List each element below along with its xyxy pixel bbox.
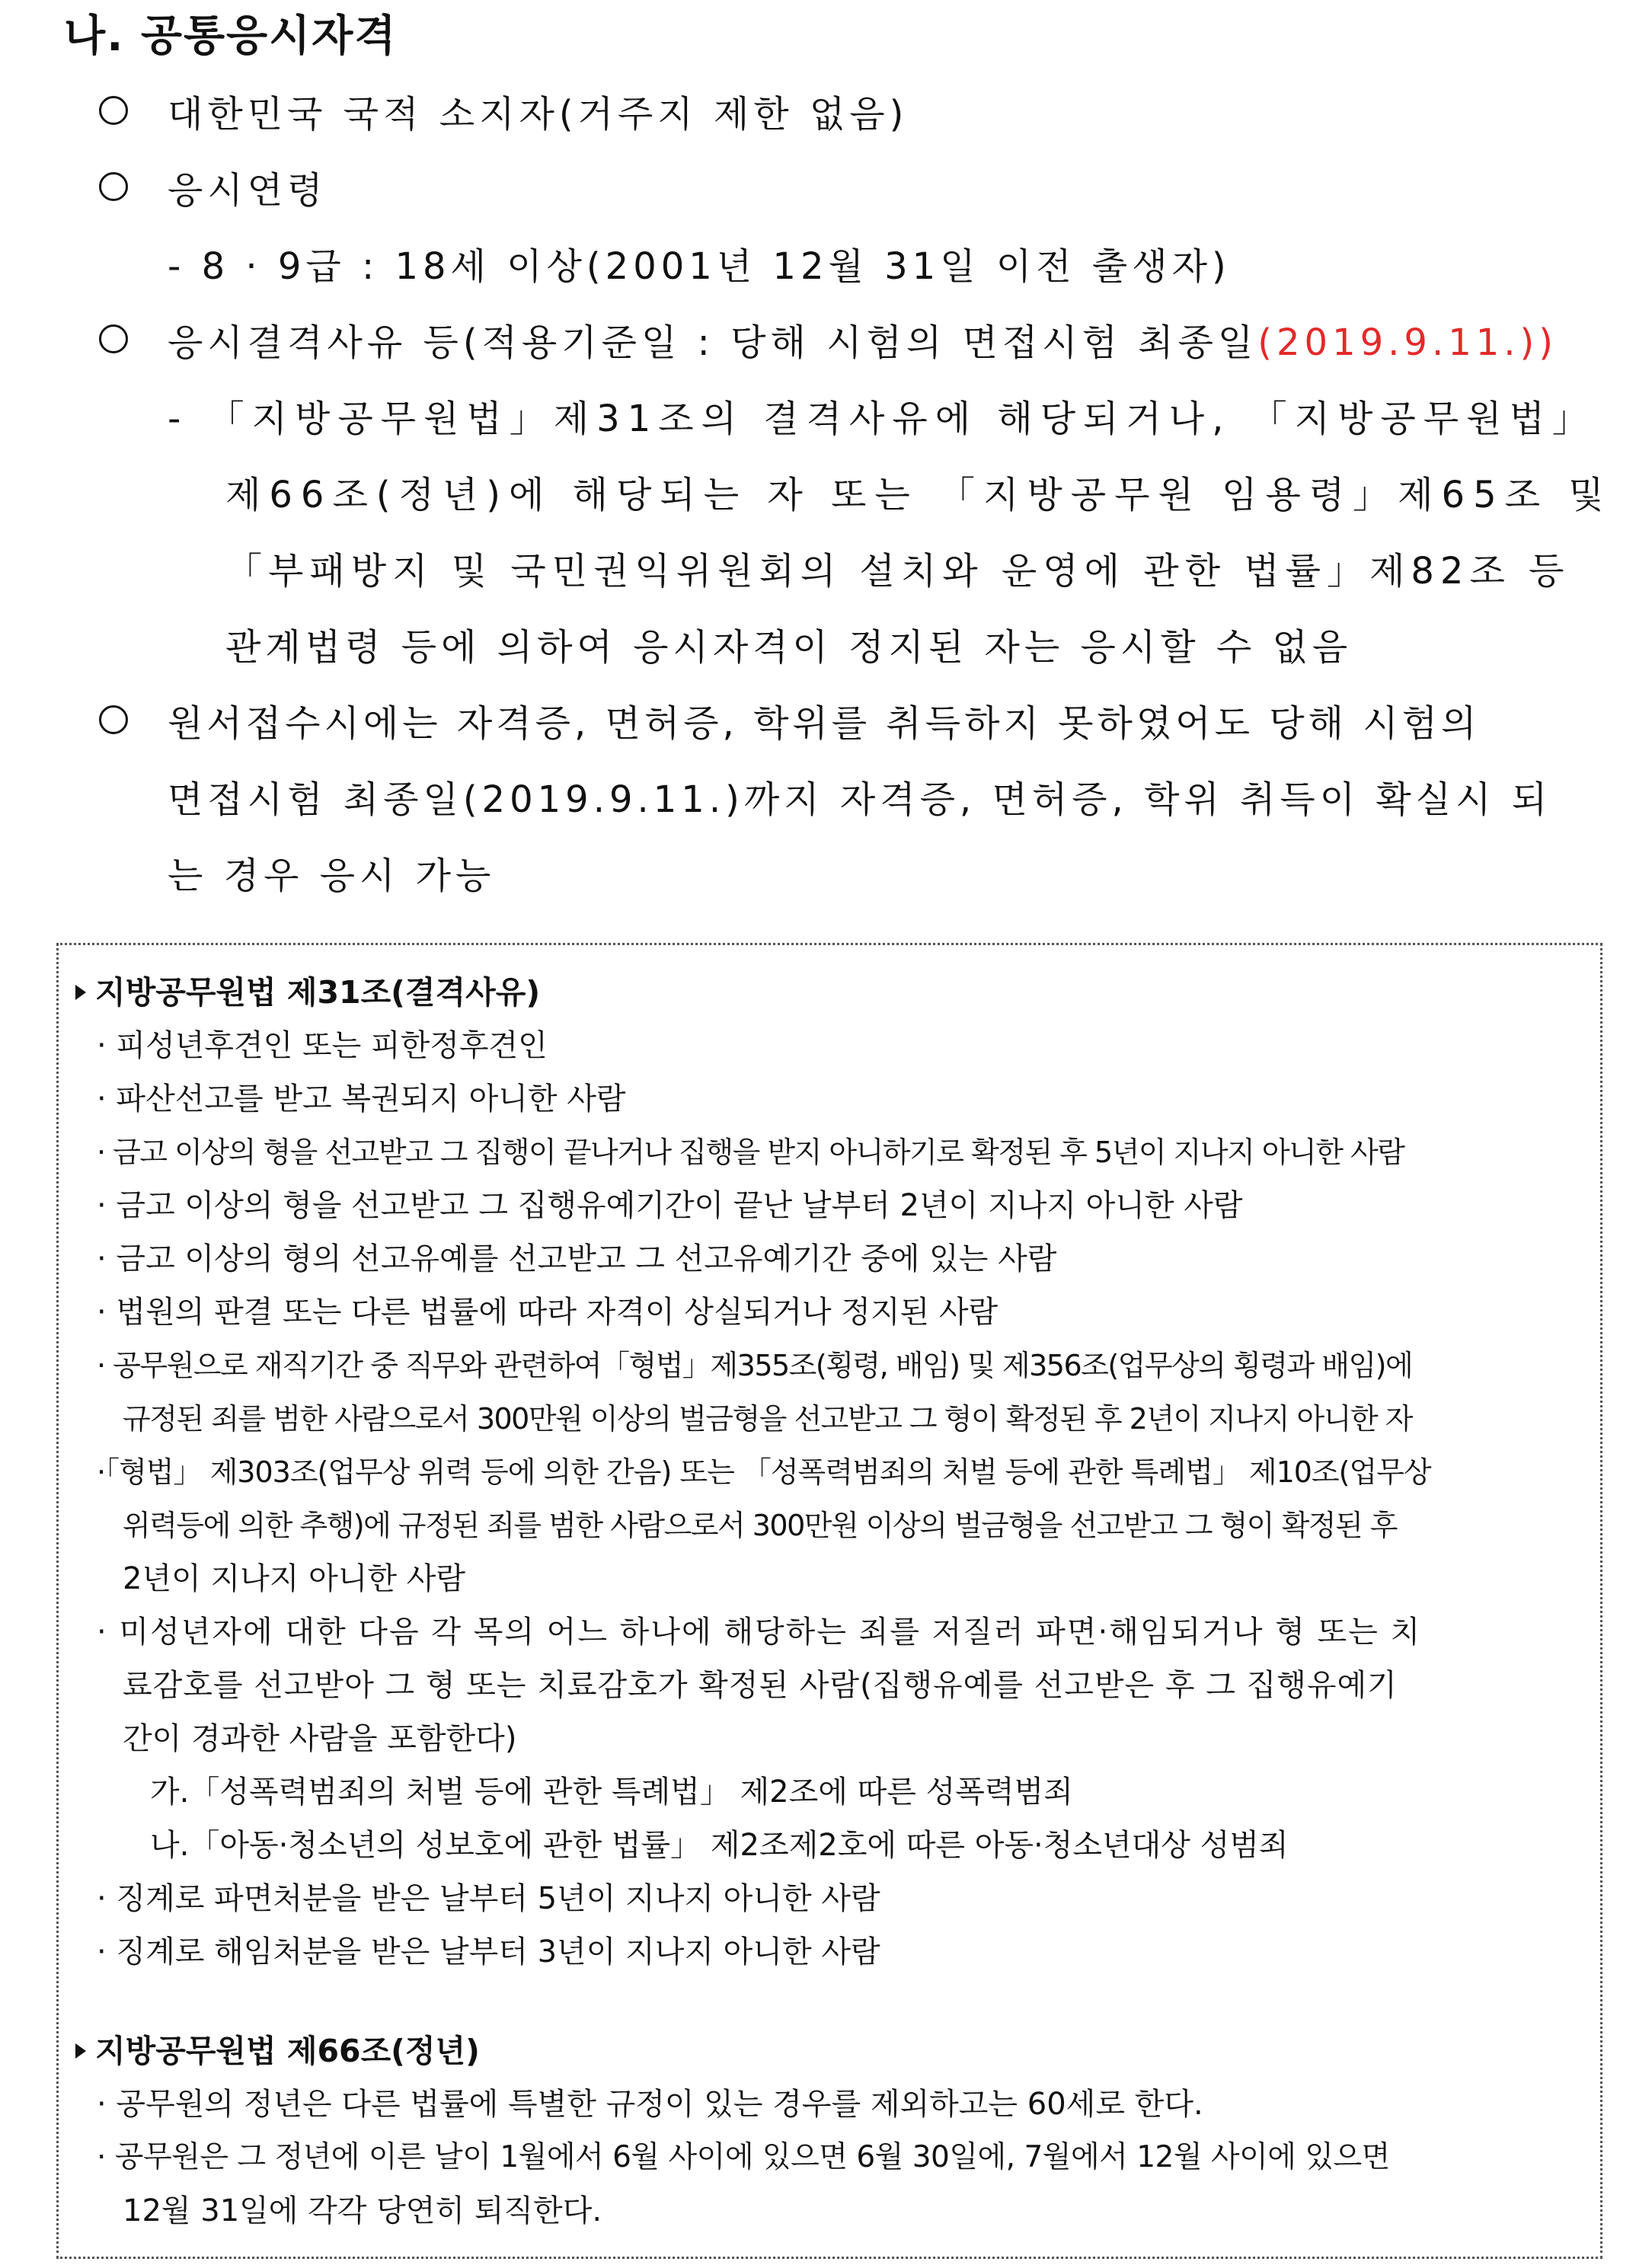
art31-line: 료감호를 선고받아 그 형 또는 치료감호가 확정된 사람(집행유예를 선고받은 후 그 집행유예기: [123, 1668, 1398, 1703]
triangle-bullet-icon: [75, 2043, 86, 2059]
application-line-2: 면접시험 최종일(2019.9.11.)까지 자격증, 면허증, 학위 취득이 확실시 되: [168, 778, 1552, 821]
art31-title-text: 지방공무원법 제31조(결격사유): [95, 974, 541, 1011]
triangle-bullet-icon: [75, 985, 86, 1000]
circle-bullet-icon: [99, 705, 128, 734]
nationality-text: 대한민국 국적 소지자(거주지 제한 없음): [168, 93, 909, 136]
disq-title: [168, 311, 1558, 375]
disq-line-3: 「부패방지 및 국민권익위원회의 설치와 운영에 관한 법률」제82조 등: [225, 550, 1571, 593]
art66-line: · 공무원의 정년은 다른 법률에 특별한 규정이 있는 경우를 제외하고는 60세로 한다.: [97, 2087, 1203, 2122]
art31-line: · 금고 이상의 형의 선고유예를 선고받고 그 선고유예기간 중에 있는 사람: [97, 1241, 1057, 1276]
age-title: 응시연령: [168, 169, 328, 212]
art31-line: · 법원의 판결 또는 다른 법률에 따라 자격이 상실되거나 정지된 사람: [97, 1295, 999, 1330]
art66-line: 12월 31일에 각각 당연히 퇴직한다.: [123, 2193, 602, 2228]
art31-line: · 금고 이상의 형을 선고받고 그 집행유예기간이 끝난 날부터 2년이 지나지 아니한 사람: [97, 1188, 1243, 1223]
circle-bullet-icon: [99, 324, 128, 353]
law-reference-box: [56, 943, 1602, 2259]
disq-line-2: 제66조(정년)에 해당되는 자 또는 「지방공무원 임용령」제65조 및: [225, 474, 1612, 516]
application-line-3: 는 경우 응시 가능: [168, 855, 496, 897]
art31-line: · 징계로 파면처분을 받은 날부터 5년이 지나지 아니한 사람: [97, 1881, 880, 1916]
art31-line: 규정된 죄를 범한 사람으로서 300만원 이상의 벌금형을 선고받고 그 형이 확정된 후 2년이 지나지 아니한 자: [123, 1402, 1412, 1436]
art31-line: · 공무원으로 재직기간 중 직무와 관련하여「형법」제355조(횡령, 배임) 및 제356조(업무상의 횡령과 배임)에: [97, 1349, 1413, 1382]
disq-date: (2019.9.11.)): [1257, 321, 1558, 364]
application-line-1: 원서접수시에는 자격증, 면허증, 학위를 취득하지 못하였어도 당해 시험의: [168, 702, 1481, 745]
art31-line: · 파산선고를 받고 복권되지 아니한 사람: [97, 1081, 626, 1117]
art31-line: ·「형법」 제303조(업무상 위력 등에 의한 간음) 또는 「성폭력범죄의 처벌 등에 관한 특례법」 제10조(업무상: [97, 1455, 1431, 1489]
age-detail: - 8 · 9급 : 18세 이상(2001년 12월 31일 이전 출생자): [168, 245, 1231, 288]
disq-title-text: 응시결격사유 등(적용기준일 : 당해 시험의 면접시험 최종일: [168, 321, 1258, 364]
art31-line: · 금고 이상의 형을 선고받고 그 집행이 끝나거나 집행을 받지 아니하기로 확정된 후 5년이 지나지 아니한 사람: [97, 1136, 1404, 1169]
art31-line: 2년이 지나지 아니한 사람: [123, 1561, 465, 1596]
art31-line: 간이 경과한 사람을 포함한다): [123, 1721, 517, 1756]
art31-line: 위력등에 의한 추행)에 규정된 죄를 범한 사람으로서 300만원 이상의 벌금형을 선고받고 그 형이 확정된 후: [123, 1509, 1397, 1542]
disq-line-4: 관계법령 등에 의하여 응시자격이 정지된 자는 응시할 수 없음: [225, 626, 1353, 669]
circle-bullet-icon: [99, 172, 128, 201]
art31-line: · 징계로 해임처분을 받은 날부터 3년이 지나지 아니한 사람: [97, 1934, 880, 1969]
art31-subitem-na: 나.「아동·청소년의 성보호에 관한 법률」 제2조제2호에 따른 아동·청소년대상 성범죄: [150, 1828, 1289, 1863]
art31-title: [75, 968, 540, 1017]
art31-subitem-ga: 가.「성폭력범죄의 처벌 등에 관한 특례법」 제2조에 따른 성폭력범죄: [150, 1775, 1073, 1810]
circle-bullet-icon: [99, 96, 128, 125]
art66-title-text: 지방공무원법 제66조(정년): [95, 2033, 480, 2069]
art31-line: · 미성년자에 대한 다음 각 목의 어느 하나에 해당하는 죄를 저질러 파면·해임되거나 형 또는 치: [97, 1615, 1422, 1650]
art66-title: [75, 2027, 480, 2075]
section-title: 나. 공통응시자격: [64, 11, 398, 61]
art66-line: · 공무원은 그 정년에 이른 날이 1월에서 6월 사이에 있으면 6월 30일에, 7월에서 12월 사이에 있으면: [97, 2140, 1390, 2174]
art31-line: · 피성년후견인 또는 피한정후견인: [97, 1028, 548, 1063]
disq-line-1: - 「지방공무원법」제31조의 결격사유에 해당되거나, 「지방공무원법」: [168, 398, 1596, 440]
